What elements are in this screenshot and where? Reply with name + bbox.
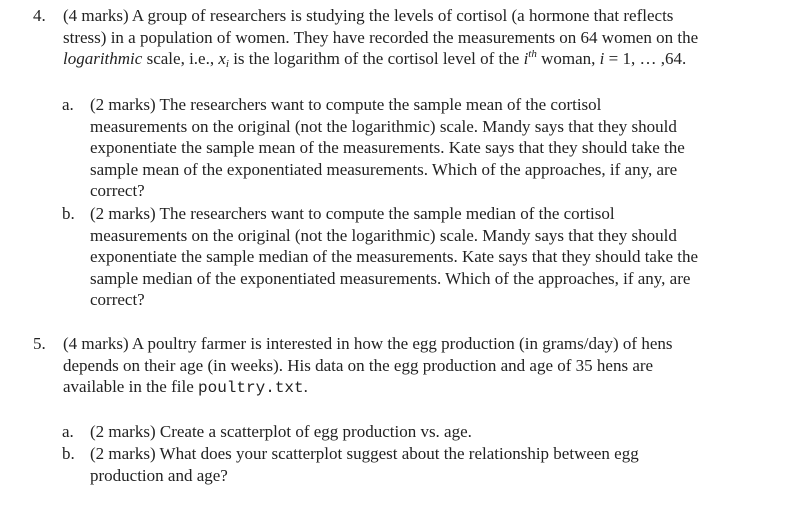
math-variable: $x_i$ [218,49,229,70]
subpart-line: (2 marks) The researchers want to compute the sample mean of the cortisol [90,95,602,114]
question-line [63,48,798,70]
subpart-line: exponentiate the sample mean of the measurements. Kate says that they should take the [90,138,685,157]
subpart-line: (2 marks) The researchers want to compute the sample median of the cortisol [90,204,615,223]
subpart-line: production and age? [90,465,228,485]
subpart-text [90,94,780,202]
question-line: depends on their age (in weeks). His data on the egg production and age of 35 hens are [63,355,654,375]
subpart-line: measurements on the original (not the logarithmic) scale. Mandy says that they should [90,116,677,136]
question-line: stress) in a population of women. They have recorded the measurements on 64 women on the [63,27,699,47]
question-text [63,333,798,400]
question-line [63,376,798,400]
subpart-label: b. [62,204,75,223]
subpart-line: measurements on the original (not the logarithmic) scale. Mandy says that they should [90,225,677,245]
math-variable: i [599,49,605,68]
math-variable: $i^{th}$ [523,48,537,68]
subpart-line: correct? [90,290,145,309]
subpart-text [90,203,780,311]
text-span: . [303,377,308,396]
question-text [63,5,798,70]
subpart-line: sample median of the exponentiated measurements. Which of the approaches, if any, are [90,268,691,288]
question-line: (4 marks) A poultry farmer is interested in how the egg production (in grams/day) of hens [63,334,673,353]
text-span: woman, [536,49,600,68]
text-span: available in the file [63,377,198,396]
subpart-label: a. [62,95,74,114]
subpart-line: (2 marks) Create a scatterplot of egg production vs. age. [90,422,472,441]
subpart-line: correct? [90,181,145,200]
subpart-label: b. [62,444,75,463]
subpart-line: sample mean of the exponentiated measurements. Which of the approaches, if any, are [90,159,678,179]
text-span: scale, i.e., [142,49,219,68]
subpart-text [90,443,780,486]
emphasis-text: logarithmic [63,49,143,68]
file-name: poultry.txt [198,379,304,397]
text-span: = 1, … ,64. [604,49,687,68]
question-line: (4 marks) A group of researchers is studying the levels of cortisol (a hormone that reflects [63,6,674,25]
subpart-text [90,421,780,443]
subpart-label: a. [62,422,74,441]
question-number: 4. [33,6,46,25]
question-number: 5. [33,334,46,353]
subpart-line: (2 marks) What does your scatterplot suggest about the relationship between egg [90,444,639,463]
text-span: is the logarithm of the cortisol level of the [228,49,524,68]
subpart-line: exponentiate the sample median of the measurements. Kate says that they should take the [90,247,699,266]
